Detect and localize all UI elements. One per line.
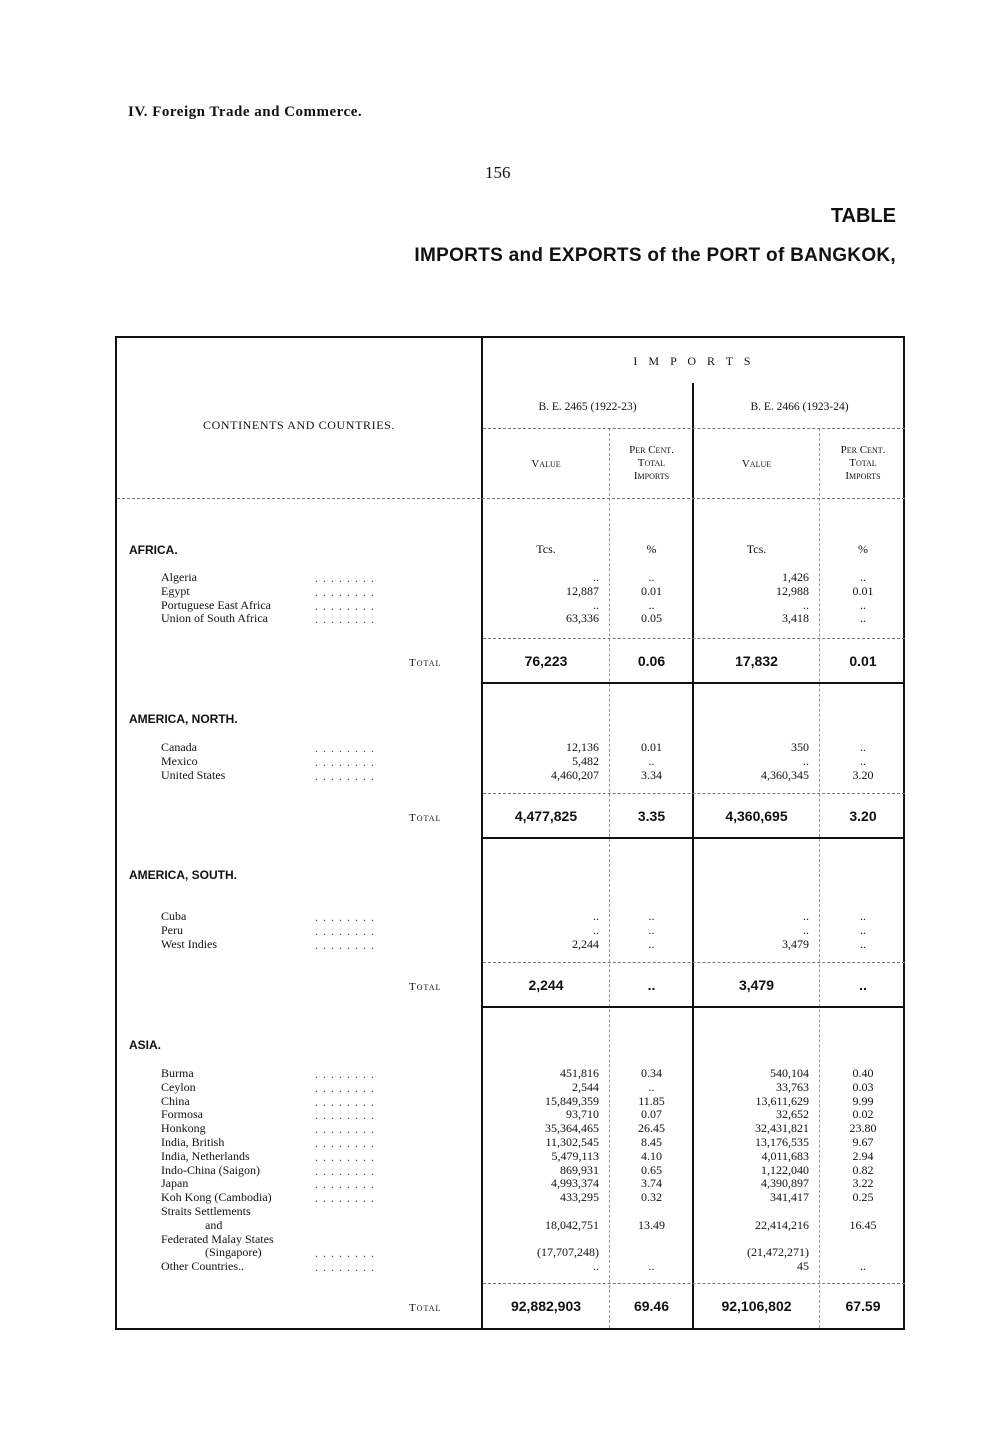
- value-cell: ..: [593, 570, 599, 584]
- value-cell: 32,652: [776, 1107, 809, 1122]
- value-cell: 1,122,040: [761, 1162, 809, 1177]
- country-name: Federated Malay States: [161, 1231, 274, 1246]
- country-name: Union of South Africa: [161, 611, 268, 626]
- percent-cell: 9.99: [852, 1093, 874, 1108]
- leader-dots: . . . . . . . .: [315, 923, 375, 938]
- value-cell: ..: [593, 922, 599, 937]
- percent-cell: 0.02: [852, 1107, 874, 1122]
- country-name: Ceylon: [161, 1079, 196, 1094]
- value-cell: 341,417: [770, 1190, 809, 1205]
- leader-dots: . . . . . . . .: [315, 1094, 375, 1109]
- section-rule: [483, 837, 905, 839]
- total-label: Total: [409, 657, 442, 669]
- total-label: Total: [409, 981, 442, 993]
- value-cell: 11,302,545: [545, 1135, 599, 1149]
- total-label: Total: [409, 1302, 442, 1314]
- value-cell: ..: [803, 909, 809, 923]
- value-cell: 350: [791, 740, 809, 754]
- total-percent: 69.46: [633, 1298, 670, 1314]
- country-name: Canada: [161, 740, 197, 754]
- value-cell: (21,472,271): [747, 1245, 809, 1260]
- leader-dots: . . . . . . . .: [315, 1191, 375, 1206]
- value-cell: 12,136: [566, 740, 599, 754]
- percent-cell: 23.80: [849, 1121, 877, 1136]
- value-cell: 63,336: [566, 611, 599, 626]
- percent-heading-line: Total: [637, 457, 666, 469]
- table-label: TABLE: [830, 205, 896, 227]
- total-percent: ..: [647, 977, 656, 993]
- country-name: Japan: [161, 1176, 189, 1191]
- country-name: China: [161, 1093, 190, 1108]
- total-divider: [483, 1283, 905, 1284]
- country-name: West Indies: [161, 936, 218, 951]
- leader-dots: . . . . . . . .: [315, 741, 375, 755]
- value-cell: ..: [803, 597, 809, 612]
- value-heading-2: Value: [741, 458, 772, 470]
- percent-cell: ..: [860, 936, 866, 951]
- leader-dots: . . . . . . . .: [315, 1122, 375, 1137]
- percent-cell: ..: [648, 909, 655, 923]
- percent-cell: 3.20: [852, 767, 874, 782]
- percent-cell: 0.01: [641, 740, 662, 754]
- value-cell: 33,763: [776, 1079, 809, 1094]
- leader-dots: . . . . . . . .: [315, 1163, 375, 1178]
- percent-cell: ..: [860, 753, 866, 768]
- total-value: 17,832: [735, 653, 778, 669]
- percent-cell: 16.45: [849, 1217, 877, 1232]
- leader-dots: . . . . . . . .: [315, 571, 375, 585]
- leader-dots: . . . . . . . .: [315, 1260, 375, 1275]
- value-cell: 12,887: [566, 583, 599, 598]
- value-unit: Tcs.: [746, 542, 767, 556]
- percent-cell: 0.03: [852, 1079, 874, 1094]
- percent-cell: 0.82: [852, 1162, 874, 1177]
- percent-cell: 9.67: [852, 1135, 874, 1149]
- percent-heading-line: Per Cent.: [629, 444, 674, 456]
- percent-cell: 0.65: [641, 1162, 662, 1177]
- country-name: Indo-China (Saigon): [161, 1162, 260, 1177]
- country-name: Mexico: [161, 753, 198, 768]
- percent-column-rule-1: [609, 428, 610, 1328]
- table-subtitle: IMPORTS and EXPORTS of the PORT of BANGKOK,: [414, 245, 896, 266]
- percent-cell: 4.10: [641, 1148, 662, 1163]
- value-cell: 4,460,207: [551, 767, 599, 782]
- continent-name: AMERICA, SOUTH.: [129, 868, 237, 882]
- percent-cell: ..: [860, 922, 866, 937]
- value-cell: 433,295: [560, 1190, 599, 1205]
- percent-cell: 3.34: [641, 767, 662, 782]
- country-name: Straits Settlements: [161, 1204, 251, 1218]
- percent-cell: 3.22: [852, 1176, 874, 1191]
- percent-cell: 2.94: [852, 1148, 874, 1163]
- country-name: Honkong: [161, 1121, 206, 1136]
- total-value: 4,360,695: [725, 808, 788, 824]
- value-cell: 18,042,751: [545, 1217, 599, 1232]
- leader-dots: . . . . . . . .: [315, 1246, 375, 1261]
- period-2-heading: B. E. 2466 (1923-24): [750, 401, 849, 413]
- value-cell: 5,479,113: [551, 1148, 599, 1163]
- leader-dots: . . . . . . . .: [315, 754, 375, 769]
- total-percent: ..: [859, 977, 867, 993]
- total-label: Total: [409, 812, 442, 824]
- country-name: Peru: [161, 922, 183, 937]
- country-name: Portuguese East Africa: [161, 597, 271, 612]
- country-name: Other Countries..: [161, 1259, 244, 1274]
- percent-cell: 0.25: [852, 1190, 874, 1205]
- leader-dots: . . . . . . . .: [315, 598, 375, 613]
- total-percent: 0.01: [849, 653, 877, 669]
- value-cell: ..: [593, 597, 599, 612]
- country-name: (Singapore): [205, 1245, 262, 1260]
- total-percent: 3.35: [637, 808, 666, 824]
- percent-column-rule-2: [819, 428, 820, 1328]
- value-cell: 2,244: [572, 936, 599, 951]
- total-percent: 67.59: [845, 1298, 881, 1314]
- leader-dots: . . . . . . . .: [315, 768, 375, 783]
- percent-cell: 0.05: [641, 611, 662, 626]
- stub-heading: CONTINENTS AND COUNTRIES.: [203, 418, 395, 432]
- value-cell: 1,426: [782, 570, 809, 584]
- leader-dots: . . . . . . . .: [315, 584, 375, 599]
- percent-cell: 3.74: [641, 1176, 662, 1191]
- value-unit: Tcs.: [536, 542, 556, 556]
- percent-cell: 0.01: [641, 583, 662, 598]
- page-number: 156: [485, 163, 511, 182]
- value-cell: ..: [803, 753, 809, 768]
- country-name: Burma: [161, 1066, 194, 1080]
- value-cell: 451,816: [560, 1066, 599, 1080]
- leader-dots: . . . . . . . .: [315, 1177, 375, 1192]
- value-cell: 35,364,465: [545, 1121, 599, 1136]
- percent-cell: ..: [860, 570, 866, 584]
- section-rule: [483, 1006, 905, 1008]
- total-value: 4,477,825: [514, 808, 578, 824]
- value-cell: 4,360,345: [761, 767, 809, 782]
- value-cell: 13,611,629: [755, 1093, 809, 1108]
- value-cell: ..: [593, 1259, 599, 1274]
- total-value: 92,106,802: [721, 1298, 792, 1314]
- percent-cell: ..: [860, 597, 866, 612]
- percent-unit: %: [646, 542, 657, 556]
- percent-cell: 0.01: [852, 583, 874, 598]
- total-value: 2,244: [528, 977, 564, 993]
- leader-dots: . . . . . . . .: [315, 910, 375, 924]
- value-heading-1: Value: [531, 458, 561, 470]
- period-1-heading: B. E. 2465 (1922-23): [538, 401, 637, 413]
- percent-cell: ..: [648, 753, 655, 768]
- percent-cell: ..: [648, 570, 655, 584]
- percent-cell: ..: [648, 1259, 655, 1274]
- percent-cell: 8.45: [641, 1135, 662, 1149]
- percent-cell: 26.45: [638, 1121, 665, 1136]
- value-cell: 93,710: [566, 1107, 599, 1122]
- percent-heading-1: [611, 444, 692, 483]
- percent-cell: ..: [860, 1259, 866, 1274]
- country-name: Formosa: [161, 1107, 203, 1122]
- value-cell: 4,993,374: [551, 1176, 599, 1191]
- percent-cell: 13.49: [638, 1217, 665, 1232]
- country-name: Cuba: [161, 909, 187, 923]
- percent-heading-line: Per Cent.: [840, 444, 886, 456]
- value-cell: 5,482: [572, 753, 599, 768]
- country-name: Koh Kong (Cambodia): [161, 1190, 272, 1205]
- country-name: Egypt: [161, 583, 190, 598]
- value-cell: 4,390,897: [761, 1176, 809, 1191]
- percent-cell: ..: [648, 1079, 655, 1094]
- percent-unit: %: [858, 542, 868, 556]
- value-cell: (17,707,248): [537, 1245, 599, 1260]
- value-cell: 45: [797, 1259, 809, 1274]
- value-cell: 3,418: [782, 611, 809, 626]
- imports-table: [115, 336, 905, 1330]
- percent-cell: ..: [648, 936, 655, 951]
- percent-cell: ..: [860, 611, 866, 626]
- percent-heading-2: [821, 444, 905, 483]
- value-cell: 15,849,359: [545, 1093, 599, 1108]
- column-heading-divider: [117, 498, 905, 499]
- total-divider: [483, 638, 905, 639]
- total-divider: [483, 962, 905, 963]
- value-cell: 22,414,216: [755, 1217, 809, 1232]
- country-name: United States: [161, 767, 226, 782]
- value-cell: 13,176,535: [755, 1135, 809, 1149]
- leader-dots: . . . . . . . .: [315, 1108, 375, 1123]
- percent-cell: 11.85: [638, 1093, 665, 1108]
- total-percent: 0.06: [637, 653, 666, 669]
- country-name: and: [205, 1217, 223, 1232]
- country-name: India, British: [161, 1135, 225, 1149]
- value-cell: 2,544: [572, 1079, 599, 1094]
- percent-heading-line: Total: [849, 457, 877, 469]
- leader-dots: . . . . . . . .: [315, 612, 375, 627]
- country-name: India, Netherlands: [161, 1148, 250, 1163]
- total-value: 76,223: [524, 653, 568, 669]
- value-cell: 540,104: [770, 1066, 809, 1080]
- percent-cell: 0.34: [641, 1066, 662, 1080]
- total-divider: [483, 793, 905, 794]
- imports-heading: I M P O R T S: [633, 354, 755, 368]
- percent-cell: ..: [648, 922, 655, 937]
- continent-name: AMERICA, NORTH.: [129, 712, 238, 726]
- percent-cell: ..: [860, 740, 866, 754]
- percent-cell: 0.07: [641, 1107, 662, 1122]
- country-name: Algeria: [161, 570, 197, 584]
- total-value: 92,882,903: [510, 1298, 582, 1314]
- value-cell: 3,479: [782, 936, 809, 951]
- continent-name: ASIA.: [129, 1038, 162, 1052]
- percent-cell: ..: [648, 597, 655, 612]
- leader-dots: . . . . . . . .: [315, 1149, 375, 1164]
- value-cell: ..: [593, 909, 599, 923]
- value-cell: ..: [803, 922, 809, 937]
- percent-cell: 0.40: [852, 1066, 874, 1080]
- percent-cell: 0.32: [641, 1190, 662, 1205]
- leader-dots: . . . . . . . .: [315, 1136, 375, 1150]
- total-value: 3,479: [738, 977, 775, 993]
- leader-dots: . . . . . . . .: [315, 937, 375, 952]
- value-cell: 12,988: [776, 583, 809, 598]
- value-cell: 869,931: [560, 1162, 599, 1177]
- continent-name: AFRICA.: [129, 543, 178, 557]
- leader-dots: . . . . . . . .: [315, 1067, 375, 1081]
- section-rule: [483, 682, 905, 684]
- value-cell: 4,011,683: [761, 1148, 809, 1163]
- percent-heading-line: Imports: [845, 470, 881, 482]
- percent-heading-line: Imports: [633, 470, 670, 482]
- percent-cell: ..: [860, 909, 866, 923]
- header-divider: [483, 428, 905, 429]
- leader-dots: . . . . . . . .: [315, 1080, 375, 1095]
- value-cell: 32,431,821: [755, 1121, 809, 1136]
- running-header: IV. Foreign Trade and Commerce.: [128, 104, 363, 120]
- total-percent: 3.20: [849, 808, 877, 824]
